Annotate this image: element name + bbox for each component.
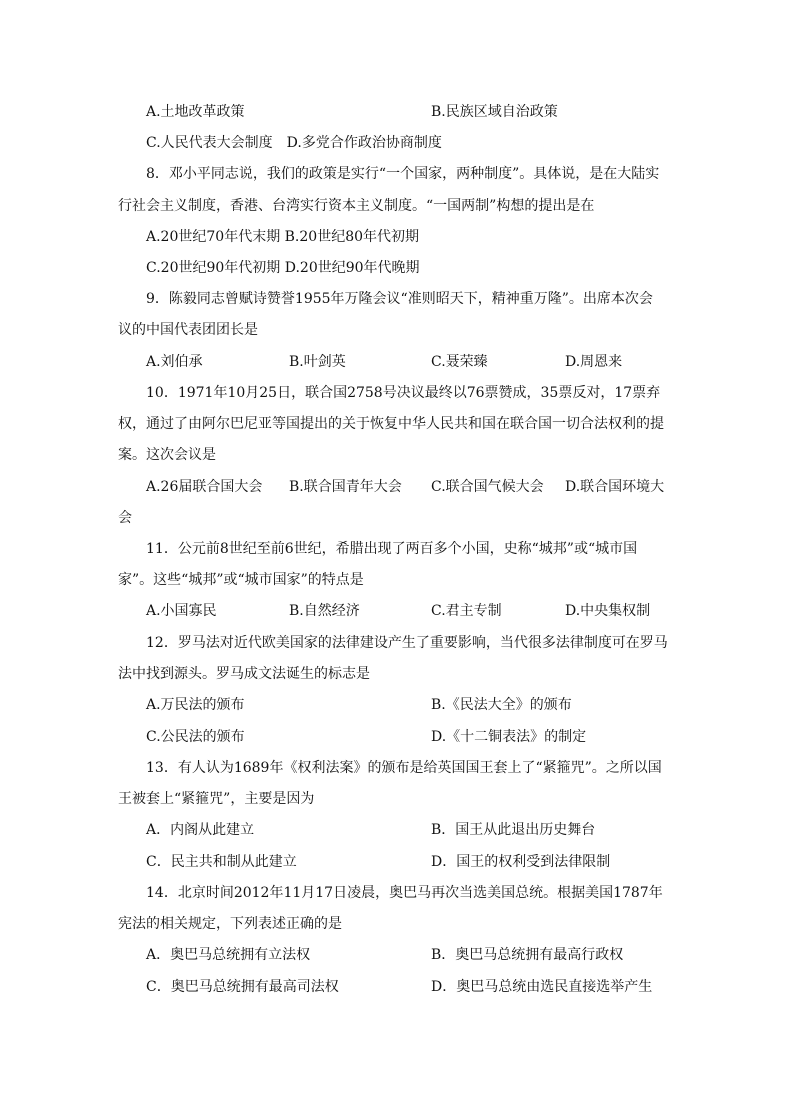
q14-option-d: D．奥巴马总统由选民直接选举产生: [431, 979, 653, 995]
q8-options-ab: A.20世纪70年代末期 B.20世纪80年代初期: [146, 229, 420, 245]
q11-stem-line2: 家”。这些“城邦”或“城市国家”的特点是: [118, 572, 364, 588]
q13-stem-line1: 13．有人认为1689年《权利法案》的颁布是给英国国王套上了“紧箍咒”。之所以国: [146, 760, 662, 776]
q8-stem-line1: 8．邓小平同志说，我们的政策是实行“一个国家，两种制度”。具体说，是在大陆实: [146, 166, 660, 182]
q10-option-c: C.联合国气候大会: [431, 479, 544, 495]
q14-stem-line1: 14．北京时间2012年11月17日凌晨，奥巴马再次当选美国总统。根据美国1787年: [146, 885, 663, 901]
q11-option-a: A.小国寡民: [146, 603, 217, 619]
q10-option-d: D.联合国环境大: [565, 479, 665, 495]
q12-stem-line1: 12．罗马法对近代欧美国家的法律建设产生了重要影响，当代很多法律制度可在罗马: [146, 635, 668, 651]
q8-stem-line2: 行社会主义制度，香港、台湾实行资本主义制度。“一国两制”构想的提出是在: [118, 198, 595, 214]
q9-option-b: B.叶剑英: [289, 354, 346, 370]
q12-stem-line2: 法中找到源头。罗马成文法诞生的标志是: [118, 666, 370, 682]
q12-option-c: C.公民法的颁布: [146, 729, 245, 745]
q9-option-a: A.刘伯承: [146, 354, 203, 370]
q10-stem-line2: 权，通过了由阿尔巴尼亚等国提出的关于恢复中华人民共和国在联合国一切合法权利的提: [118, 416, 664, 432]
q12-option-b: B.《民法大全》的颁布: [431, 697, 572, 713]
q11-stem-line1: 11．公元前8世纪至前6世纪，希腊出现了两百多个小国，史称“城邦”或“城市国: [146, 541, 638, 557]
q14-stem-line2: 宪法的相关规定，下列表述正确的是: [118, 916, 342, 932]
q13-option-b: B．国王从此退出历史舞台: [431, 822, 596, 838]
q13-option-a: A．内阁从此建立: [146, 822, 255, 838]
q7-option-a: A.土地改革政策: [146, 104, 245, 120]
q9-option-d: D.周恩来: [565, 354, 623, 370]
q10-option-a: A.26届联合国大会: [146, 479, 263, 495]
q10-stem-line1: 10．1971年10月25日，联合国2758号决议最终以76票赞成，35票反对，17票弃: [146, 385, 661, 401]
q7-option-b: B.民族区域自治政策: [431, 104, 558, 120]
q13-option-c: C．民主共和制从此建立: [146, 854, 297, 870]
q11-option-b: B.自然经济: [289, 603, 360, 619]
q11-option-d: D.中央集权制: [565, 603, 651, 619]
q10-option-b: B.联合国青年大会: [289, 479, 402, 495]
q7-option-cd: C.人民代表大会制度 D.多党合作政治协商制度: [146, 135, 442, 151]
q13-option-d: D．国王的权利受到法律限制: [431, 854, 611, 870]
q12-option-a: A.万民法的颁布: [146, 697, 245, 713]
q9-option-c: C.聂荣臻: [431, 354, 488, 370]
q14-option-c: C．奥巴马总统拥有最高司法权: [146, 979, 339, 995]
q9-stem-line2: 议的中国代表团团长是: [118, 322, 258, 338]
q8-options-cd: C.20世纪90年代初期 D.20世纪90年代晚期: [146, 260, 420, 276]
q13-stem-line2: 王被套上“紧箍咒”，主要是因为: [118, 791, 315, 807]
q10-stem-line3: 案。这次会议是: [118, 447, 216, 463]
q11-option-c: C.君主专制: [431, 603, 502, 619]
q10-option-d-continued: 会: [118, 510, 132, 526]
q14-option-b: B．奥巴马总统拥有最高行政权: [431, 947, 624, 963]
q12-option-d: D.《十二铜表法》的制定: [431, 729, 587, 745]
q9-stem-line1: 9．陈毅同志曾赋诗赞誉1955年万隆会议“准则昭天下，精神重万隆”。出席本次会: [146, 291, 653, 307]
q14-option-a: A．奥巴马总统拥有立法权: [146, 947, 311, 963]
